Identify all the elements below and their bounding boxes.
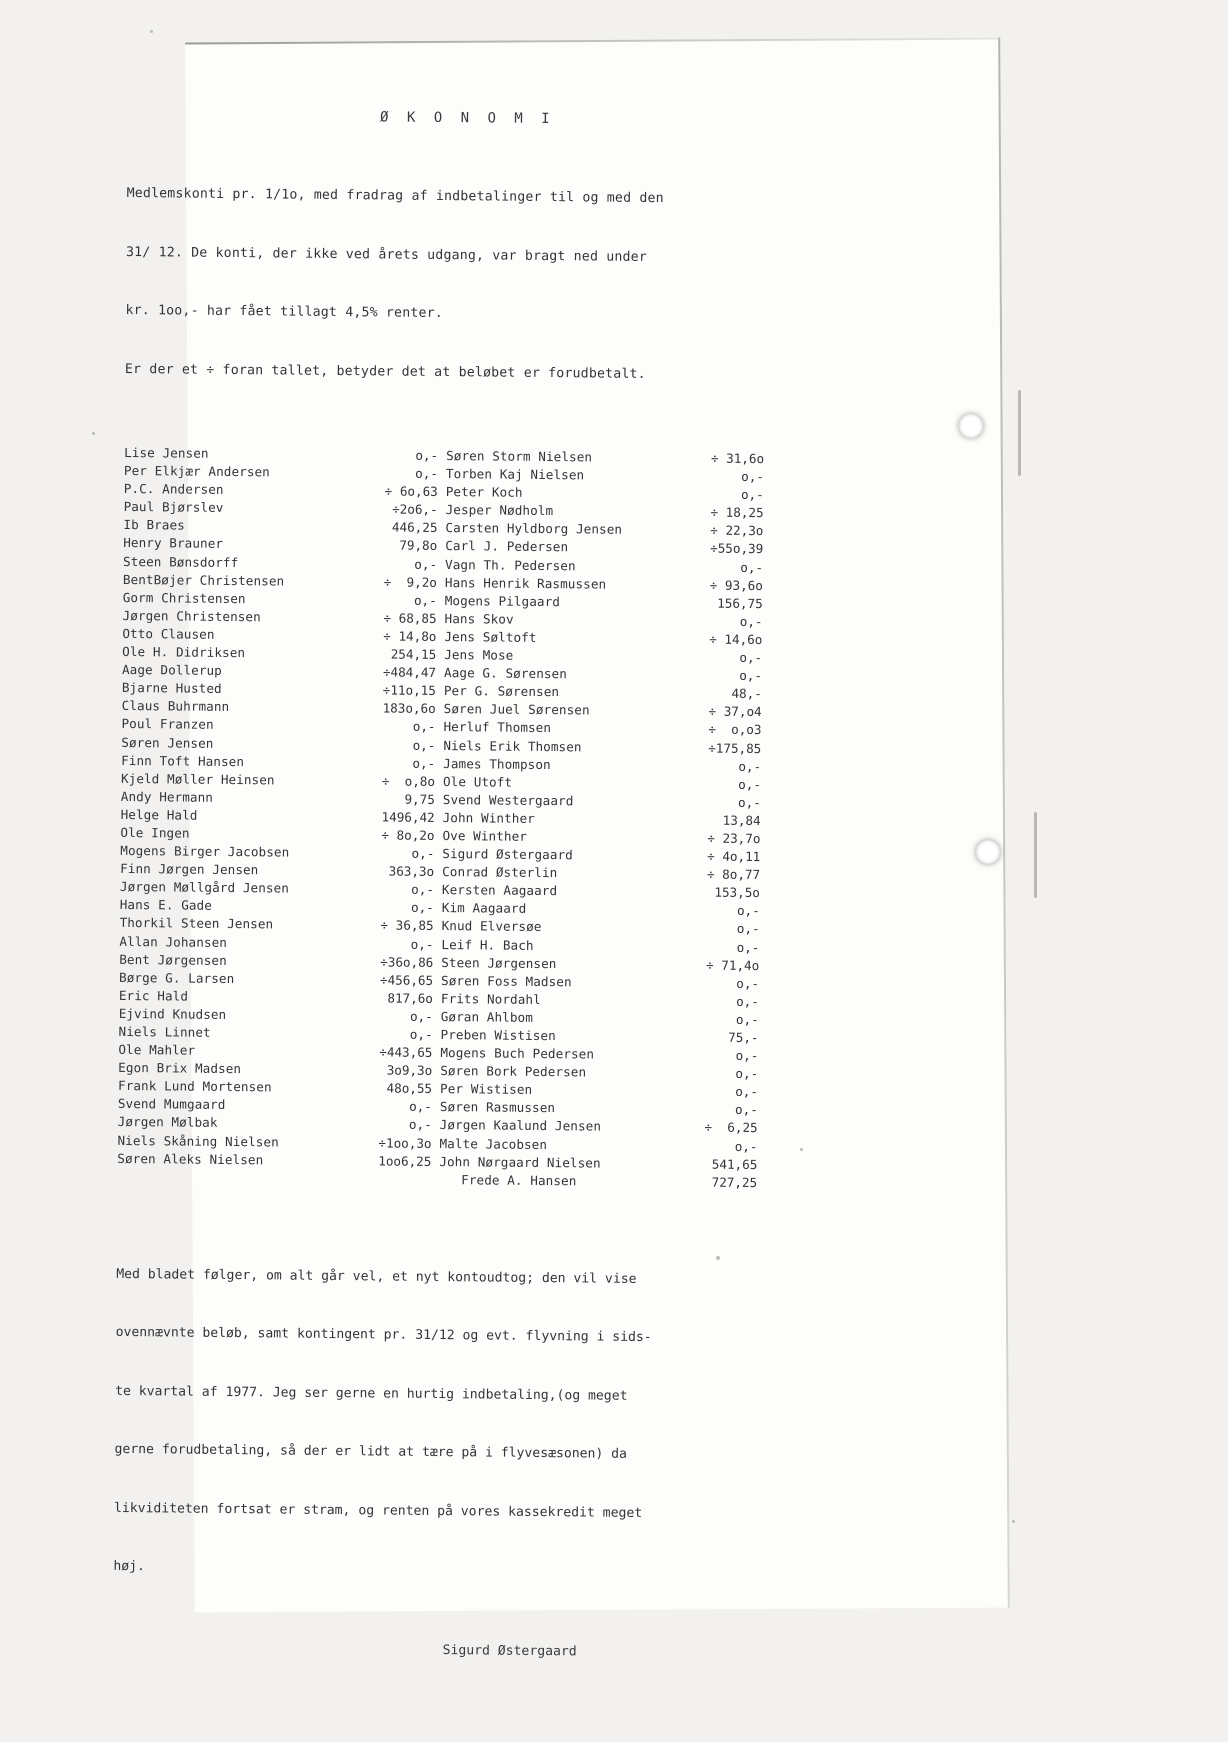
intro-line: Medlemskonti pr. 1/1o, med fradrag af indbetalinger til og med den — [126, 185, 664, 207]
member-name: Ole Utoft — [442, 773, 513, 790]
member-amount: 9,75 — [404, 791, 435, 807]
closing-line: ovennævnte beløb, samt kontingent pr. 31/12 og evt. flyvning i sids- — [115, 1325, 652, 1346]
member-name: Jesper Nødholm — [445, 502, 554, 519]
member-name: Allan Johansen — [119, 933, 228, 950]
page-title: Ø K O N O M I — [379, 109, 555, 128]
member-name: Kersten Aagaard — [441, 882, 558, 899]
member-name: Svend Westergaard — [442, 791, 574, 809]
member-name: Finn Toft Hansen — [121, 752, 245, 769]
member-name: Børge G. Larsen — [119, 969, 235, 986]
member-amount: o,- — [736, 993, 759, 1009]
member-name: Torben Kaj Nielsen — [445, 466, 585, 483]
member-name: Søren Rasmussen — [439, 1099, 556, 1116]
member-name: Ole Mahler — [118, 1042, 196, 1058]
closing-line: høj. — [113, 1559, 146, 1575]
member-amount: o,- — [738, 758, 762, 774]
member-amount: ÷2o6,- — [392, 501, 438, 518]
member-amount: 254,15 — [390, 646, 437, 662]
member-amount: o,- — [738, 776, 762, 792]
member-name: Vagn Th. Pedersen — [445, 556, 576, 573]
member-amount: ÷175,85 — [708, 740, 762, 756]
member-amount: ÷ 31,6o — [710, 450, 765, 467]
member-name: Preben Wistisen — [440, 1027, 556, 1044]
member-name: Frank Lund Mortensen — [117, 1078, 272, 1095]
member-amount: o,- — [410, 936, 434, 952]
member-name: Ove Winther — [442, 827, 528, 844]
member-name: Steen Bønsdorff — [123, 553, 239, 570]
member-amount: 75,- — [728, 1029, 759, 1046]
member-name: Sigurd Østergaard — [442, 846, 573, 863]
closing-paragraph — [113, 1226, 757, 1622]
member-amount: ÷ 22,3o — [710, 522, 764, 539]
member-name: James Thompson — [443, 755, 551, 772]
intro-line: Er der et ÷ foran tallet, betyder det at beløbet er forudbetalt. — [124, 361, 646, 382]
member-amount: ÷ o,o3 — [708, 721, 762, 738]
member-name: Ib Braes — [123, 517, 185, 533]
scan-speck — [1012, 1520, 1015, 1523]
member-name: Bent Jørgensen — [119, 951, 227, 968]
member-amount: 13,84 — [722, 812, 761, 828]
member-name: Gøran Ahlbom — [440, 1008, 534, 1025]
member-amount: ÷ 93,6o — [709, 577, 763, 593]
member-name: Ole Ingen — [120, 824, 190, 841]
member-name: Niels Skåning Nielsen — [117, 1132, 279, 1150]
member-name: Jørgen Mølbak — [117, 1114, 218, 1131]
member-amount: ÷ 6,25 — [704, 1120, 758, 1136]
member-amount: ÷1oo,3o — [378, 1134, 432, 1151]
member-accounts-ledger — [117, 444, 764, 1192]
ledger-row — [117, 1150, 431, 1171]
member-name: BentBøjer Christensen — [122, 571, 285, 589]
member-amount: o,- — [410, 900, 434, 916]
member-name: Jørgen Christensen — [122, 607, 261, 625]
member-amount: 817,6o — [387, 990, 434, 1006]
member-name: Steen Jørgensen — [441, 954, 557, 971]
member-name: Mogens Pilgaard — [444, 592, 561, 609]
member-name: Gorm Christensen — [122, 589, 246, 606]
member-amount: o,- — [409, 1008, 433, 1024]
member-name: Bjarne Husted — [121, 680, 222, 697]
member-amount: o,- — [735, 1047, 759, 1064]
member-amount: 156,75 — [717, 595, 763, 611]
document-body — [113, 107, 768, 1661]
member-amount: ÷ 14,6o — [709, 631, 763, 648]
member-amount: o,- — [414, 556, 438, 572]
signature-line: Sigurd Østergaard — [442, 1642, 577, 1660]
member-name: Niels Erik Thomsen — [443, 737, 582, 754]
member-name: Hans Skov — [444, 610, 514, 627]
member-name: John Nørgaard Nielsen — [439, 1153, 601, 1171]
member-amount: 3o9,3o — [386, 1062, 433, 1079]
member-amount: ÷ 23,7o — [707, 830, 761, 847]
member-name: Per G. Sørensen — [443, 683, 560, 700]
intro-line: kr. 1oo,- har fået tillagt 4,5% renter. — [125, 302, 444, 322]
closing-line: gerne forudbetaling, så der er lidt at tære på i flyvesæsonen) da — [114, 1442, 628, 1463]
member-name: Jørgen Møllgård Jensen — [119, 879, 290, 896]
member-name: Aage G. Sørensen — [443, 665, 568, 682]
member-name: Andy Hermann — [120, 788, 214, 805]
member-name: Ole H. Didriksen — [122, 643, 246, 661]
member-amount: o,- — [739, 667, 763, 684]
binder-clip-icon — [1034, 812, 1037, 898]
intro-paragraph — [124, 145, 767, 424]
member-amount: ÷484,47 — [382, 664, 437, 681]
member-amount: o,- — [408, 1117, 432, 1133]
member-name: Peter Koch — [445, 484, 523, 500]
member-amount: o,- — [740, 559, 764, 575]
member-name: Carsten Hyldborg Jensen — [445, 520, 623, 538]
member-amount: ÷ 4o,11 — [707, 848, 761, 865]
scan-speck — [800, 1148, 803, 1151]
member-amount: o,- — [737, 794, 761, 810]
member-name: Kim Aagaard — [441, 900, 527, 917]
ledger-column-left — [117, 444, 438, 1189]
member-amount: o,- — [740, 487, 764, 503]
scan-speck — [150, 30, 153, 33]
member-name: Kjeld Møller Heinsen — [120, 770, 275, 788]
member-name: Svend Mumgaard — [117, 1096, 226, 1113]
member-amount: 1oo6,25 — [378, 1153, 432, 1169]
member-amount: ÷36o,86 — [380, 954, 434, 970]
binder-clip-icon — [1018, 390, 1021, 476]
member-name: Lise Jensen — [124, 444, 209, 461]
closing-line: Med bladet følger, om alt går vel, et nyt kontoudtog; den vil vise — [116, 1266, 637, 1287]
punch-hole-icon — [958, 413, 984, 439]
member-amount: o,- — [741, 468, 764, 485]
member-name: P.C. Andersen — [123, 481, 224, 498]
member-name: Hans E. Gade — [119, 897, 213, 914]
member-amount: 153,5o — [714, 884, 761, 901]
member-amount: o,- — [736, 921, 760, 937]
member-amount: ÷ 68,85 — [383, 610, 437, 626]
member-name: Knud Elversøe — [441, 918, 542, 935]
member-name: Mogens Buch Pedersen — [440, 1045, 595, 1062]
member-amount: ÷ 37,o4 — [708, 703, 762, 720]
member-name: Søren Storm Nielsen — [446, 448, 593, 465]
ledger-row — [439, 1171, 757, 1192]
member-amount: ÷ 14,8o — [383, 628, 437, 644]
member-amount: o,- — [735, 1011, 759, 1027]
member-amount: o,- — [735, 1102, 758, 1118]
member-amount: ÷456,65 — [379, 972, 434, 988]
member-name: Aage Dollerup — [121, 662, 222, 679]
member-amount: 1496,42 — [381, 809, 435, 825]
member-amount: ÷ 6o,63 — [384, 483, 438, 500]
member-amount: o,- — [415, 447, 439, 463]
member-name: Egon Brix Madsen — [118, 1060, 242, 1077]
member-name: Paul Bjørslev — [123, 499, 224, 516]
member-amount: ÷ 8o,77 — [706, 866, 761, 883]
member-name: Thorkil Steen Jensen — [119, 915, 274, 932]
member-amount: 446,25 — [391, 519, 438, 536]
member-name: Søren Jensen — [121, 734, 214, 751]
member-amount: 183o,6o — [382, 700, 436, 717]
member-name: John Winther — [442, 809, 535, 826]
member-name: Finn Jørgen Jensen — [120, 861, 259, 878]
member-amount: 48o,55 — [386, 1080, 433, 1097]
member-name: Leif H. Bach — [441, 936, 534, 953]
scan-speck — [92, 432, 95, 435]
member-amount: o,- — [412, 719, 436, 735]
member-name: Jens Mose — [444, 647, 514, 663]
member-amount: 727,25 — [711, 1174, 758, 1190]
member-name: Claus Buhrmann — [121, 698, 230, 715]
member-amount: ÷ o,8o — [381, 773, 436, 789]
punch-hole-icon — [975, 839, 1001, 865]
member-name: Henry Brauner — [123, 535, 224, 552]
member-name: Conrad Østerlin — [442, 864, 558, 881]
member-amount: 48,- — [731, 686, 762, 702]
ledger-column-right — [439, 447, 764, 1192]
member-name: Ejvind Knudsen — [118, 1005, 227, 1022]
member-name: Jørgen Kaalund Jensen — [439, 1117, 602, 1135]
member-amount: o,- — [735, 1066, 759, 1082]
member-name: Frede A. Hansen — [461, 1171, 577, 1189]
intro-line: 31/ 12. De konti, der ikke ved årets udgang, var bragt ned under — [125, 244, 648, 265]
closing-line: likviditeten fortsat er stram, og renten på vores kassekredit meget — [113, 1500, 643, 1521]
member-amount: ÷ 36,85 — [380, 917, 434, 934]
member-name: Herluf Thomsen — [443, 719, 552, 736]
member-amount: o,- — [734, 1138, 758, 1154]
member-amount: o,- — [739, 649, 763, 666]
member-name: Mogens Birger Jacobsen — [120, 842, 290, 860]
member-amount: o,- — [736, 975, 760, 991]
member-name: Jens Søltoft — [444, 628, 537, 645]
member-name: Hans Henrik Rasmussen — [444, 574, 607, 592]
member-amount: ÷ 8o,2o — [381, 827, 435, 843]
member-name: Niels Linnet — [118, 1023, 211, 1040]
member-amount: ÷ 71,4o — [706, 957, 760, 973]
member-amount: o,- — [412, 755, 436, 771]
member-name: Søren Bork Pedersen — [440, 1063, 587, 1080]
closing-line: te kvartal af 1977. Jeg ser gerne en hurtig indbetaling,(og meget — [115, 1383, 628, 1404]
member-amount: ÷443,65 — [379, 1044, 433, 1061]
member-name: Malte Jacobsen — [439, 1135, 548, 1152]
member-name: Otto Clausen — [122, 625, 215, 642]
member-amount: 79,8o — [399, 538, 438, 554]
member-name: Carl J. Pedersen — [445, 538, 569, 555]
member-name: Helge Hald — [120, 806, 198, 823]
member-amount: o,- — [735, 1084, 759, 1100]
member-name: Eric Hald — [118, 987, 189, 1004]
member-amount: o,- — [409, 1099, 432, 1115]
member-amount: o,- — [736, 903, 760, 919]
member-amount: ÷ 9,2o — [383, 574, 438, 590]
member-name: Frits Nordahl — [440, 990, 541, 1007]
member-name: Poul Franzen — [121, 716, 214, 733]
member-amount: o,- — [413, 592, 437, 608]
member-amount: ÷55o,39 — [710, 541, 764, 557]
member-amount: o,- — [411, 881, 435, 898]
member-name: Søren Juel Sørensen — [443, 701, 590, 718]
member-amount: ÷11o,15 — [382, 682, 436, 699]
member-amount: o,- — [412, 737, 436, 753]
member-name: Per Wistisen — [439, 1081, 533, 1098]
member-amount: o,- — [411, 845, 435, 862]
member-name: Søren Foss Madsen — [441, 972, 572, 989]
member-amount: o,- — [739, 613, 763, 629]
member-amount: 541,65 — [711, 1156, 758, 1172]
member-name: Per Elkjær Andersen — [123, 463, 270, 480]
member-amount: o,- — [409, 1026, 433, 1042]
member-amount: 363,3o — [388, 863, 435, 880]
member-name: Søren Aleks Nielsen — [117, 1150, 264, 1167]
member-amount: o,- — [415, 465, 439, 482]
member-amount: o,- — [736, 939, 760, 955]
member-amount: ÷ 18,25 — [710, 504, 764, 521]
